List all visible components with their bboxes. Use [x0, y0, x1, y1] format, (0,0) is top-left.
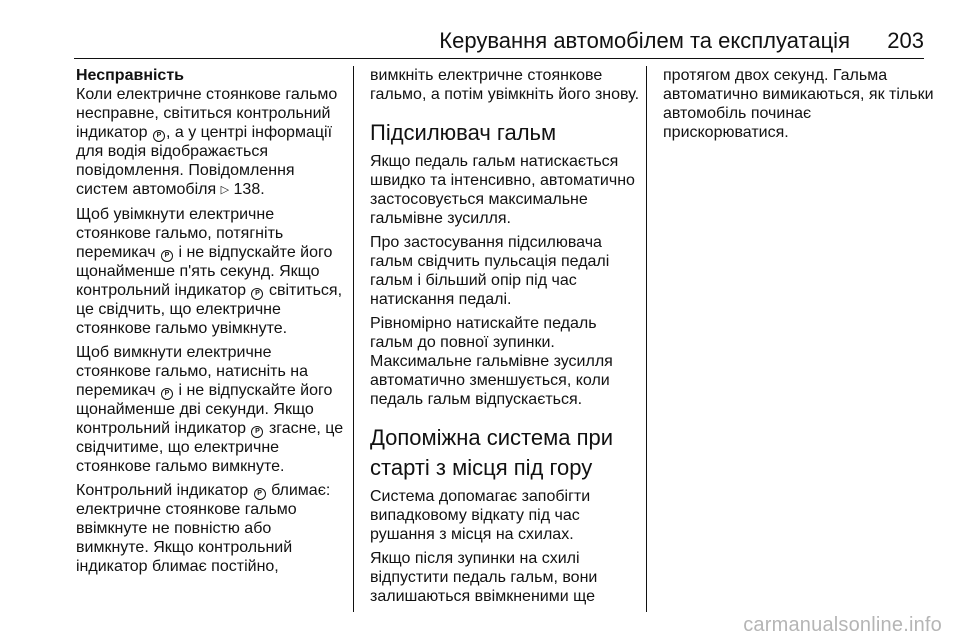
column-divider: [646, 66, 647, 612]
text: Щоб вимкнути електричне стоянкове гальмо, натисніть на перемикач: [76, 344, 309, 399]
text: і не відпускайте його щонайменше дві секунди. Якщо контрольний індикатор: [76, 382, 333, 437]
paragraph: Якщо після зупинки на схилі відпустити педаль гальм, вони залишаються ввімкненими ще: [370, 550, 598, 605]
heading-brake-assist: Підсилювач гальм: [370, 120, 557, 145]
paragraph: Про застосування підсилювача гальм свідчить пульсація педалі гальм і більший опір під час натискання педалі.: [370, 234, 610, 308]
text: Щоб увімкнути електричне стоянкове гальмо, потягніть перемикач: [76, 206, 284, 261]
parking-brake-icon: P: [251, 426, 263, 438]
column-divider: [353, 66, 354, 612]
text: згасне, це свідчитиме, що електричне стоянкове гальмо вимкнуте.: [76, 420, 344, 475]
text: , а у центрі інформації для водія відображається повідомлення. Повідомлення систем автомобіля: [76, 124, 333, 198]
column-middle: [370, 66, 642, 611]
page-header: [0, 28, 960, 60]
text: Контрольний індикатор: [76, 482, 249, 499]
subheading-malfunction: Несправність: [76, 67, 184, 84]
watermark: carmanualsonline.info: [743, 614, 942, 636]
parking-brake-warning-icon: P: [153, 130, 165, 142]
text: світиться, це свідчить, що електричне стоянкове гальмо увімкнуте.: [76, 282, 343, 337]
paragraph: [76, 66, 348, 200]
reference-triangle-icon: ▷: [220, 184, 230, 196]
column-left: [76, 66, 348, 581]
header-rule: [74, 58, 924, 59]
parking-brake-icon: P: [254, 488, 266, 500]
header-title: Керування автомобілем та експлуатація: [439, 28, 850, 53]
page-reference: 138.: [233, 181, 265, 198]
paragraph: Якщо педаль гальм натискається швидко та інтенсивно, автоматично застосовується максимальне гальмівне зусилля.: [370, 153, 635, 227]
parking-brake-icon: P: [161, 250, 173, 262]
paragraph: [76, 481, 348, 576]
text: блимає: електричне стоянкове гальмо ввімкнуте не повністю або вимкнуте. Якщо контрольний індикатор блимає постійно,: [76, 482, 331, 575]
parking-brake-icon: P: [251, 288, 263, 300]
paragraph: Система допомагає запобігти випадковому відкату під час рушання з місця на схилах.: [370, 488, 591, 543]
paragraph: [76, 343, 348, 476]
heading-hill-start-assist: Допоміжна система при старті з місця під гору: [370, 425, 614, 480]
paragraph: протягом двох секунд. Гальма автоматично вимикаються, як тільки автомобіль починає прискорюватися.: [663, 67, 934, 141]
paragraph: вимкніть електричне стоянкове гальмо, а потім увімкніть його знову.: [370, 67, 640, 103]
text: і не відпускайте його щонайменше п'ять секунд. Якщо контрольний індикатор: [76, 244, 333, 299]
page-number: 203: [887, 28, 924, 53]
paragraph: Рівномірно натискайте педаль гальм до повної зупинки. Максимальне гальмівне зусилля автоматично зменшується, коли педаль гальм відпускається.: [370, 315, 613, 408]
text: Коли електричне стоянкове гальмо несправне, світиться контрольний індикатор: [76, 86, 338, 141]
paragraph: [76, 205, 348, 338]
column-right: [663, 66, 935, 147]
parking-brake-icon: P: [161, 388, 173, 400]
